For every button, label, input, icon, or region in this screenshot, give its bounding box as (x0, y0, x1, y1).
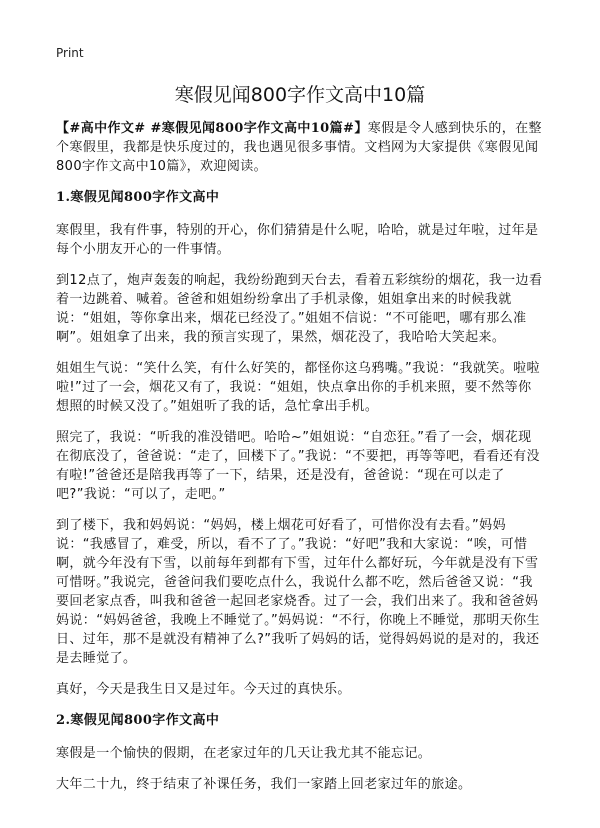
section-2-paragraph-1: 寒假是一个愉快的假期，在老家过年的几天让我尤其不能忘记。 (56, 746, 432, 761)
intro-paragraph (56, 119, 544, 176)
print-link[interactable]: Print (56, 46, 84, 60)
section-2-heading: 2.寒假见闻800字作文高中 (56, 713, 220, 728)
intro-tag: 【#高中作文# #寒假见闻800字作文高中10篇#】 (56, 121, 368, 136)
section-1-paragraph-6: 真好，今天是我生日又是过年。今天过的真快乐。 (56, 682, 351, 697)
section-2-paragraph-2: 大年二十九，终于结束了补课任务，我们一家踏上回老家过年的旅途。 (56, 777, 472, 792)
section-1-paragraph-2: 到12点了，炮声轰轰的响起，我纷纷跑到天台去，看着五彩缤纷的烟花，我一边看着一边跳着、喊着。爸爸和姐姐纷纷拿出了手机录像，姐姐拿出来的时候我就说：“姐姐，等你拿出来，烟花已经没了。”姐姐不信说：“不可能吧，哪有那么准啊”。姐姐拿了出来，我的预言实现了，果然，烟花没了，我哈哈大笑起来。 (56, 273, 543, 345)
section-1-paragraph-3: 姐姐生气说：“笑什么笑，有什么好笑的，都怪你这乌鸦嘴。”我说：“我就笑。啦啦啦!”过了一会，烟花又有了，我说：“姐姐，快点拿出你的手机来照，要不然等你想照的时候又没了。”姐姐听了我的话，急忙拿出手机。 (56, 361, 540, 414)
section-1-paragraph-4: 照完了，我说：“听我的准没错吧。哈哈~”姐姐说：“自恋狂。”看了一会，烟花现在彻底没了，爸爸说：“走了，回楼下了。”我说：“不要把，再等等吧，看看还有没有啦!”爸爸还是陪我再等了一下，结果，还是没有，爸爸说：“现在可以走了吧?”我说：“可以了，走吧。” (56, 430, 540, 502)
article-body (56, 119, 544, 806)
intro-text: 寒假是令人感到快乐的，在整个寒假里，我都是快乐度过的，我也遇见很多事情。文档网为大家提供《寒假见闻800字作文高中10篇》，欢迎阅读。 (56, 121, 542, 174)
section-1-paragraph-1: 寒假里，我有件事，特别的开心，你们猜猜是什么呢，哈哈，就是过年啦，过年是每个小朋友开心的一件事情。 (56, 223, 539, 257)
document-title: 寒假见闻800字作文高中10篇 (174, 84, 426, 106)
section-1-paragraph-5: 到了楼下，我和妈妈说：“妈妈，楼上烟花可好看了，可惜你没有去看。”妈妈说：“我感冒了，难受，所以，看不了了。”我说：“好吧”我和大家说：“唉，可惜啊，就今年没有下雪，以前每年到都有下雪，过年什么都好玩，今年就是没有下雪可惜呀。”我说完，爸爸问我们要吃点什么，我说什么都不吃，然后爸爸又说：“我要回老家点香，叫我和爸爸一起回老家烧香。过了一会，我们出来了。我和爸爸妈妈说：“妈妈爸爸，我晚上不睡觉了。”妈妈说：“不行，你晚上不睡觉，那明天你生日、过年，那不是就没有精神了么?”我听了妈妈的话，觉得妈妈说的是对的，我还是去睡觉了。 (56, 518, 540, 666)
section-1-heading: 1.寒假见闻800字作文高中 (56, 190, 220, 205)
